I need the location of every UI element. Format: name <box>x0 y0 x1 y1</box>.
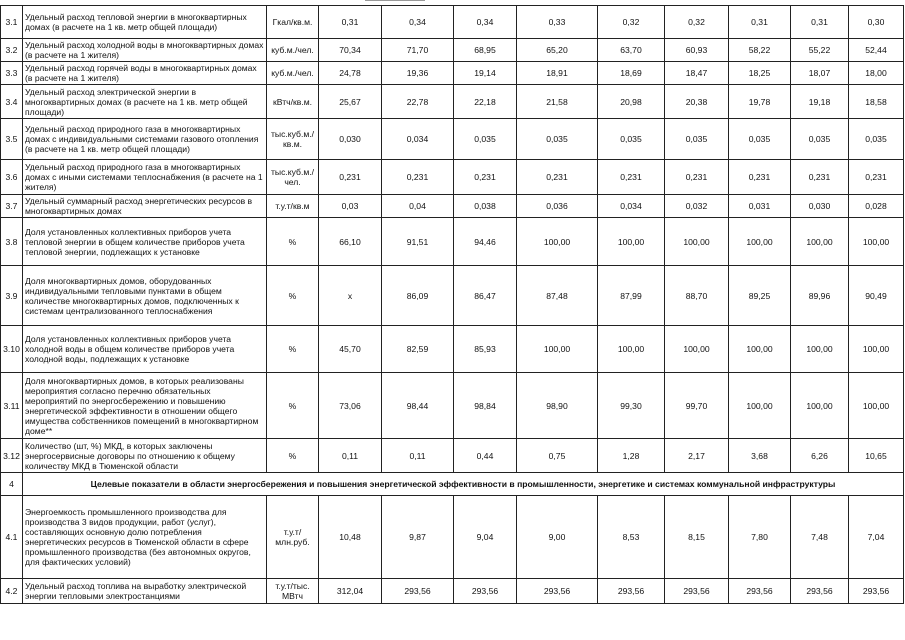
value-cell: 0,231 <box>319 160 382 195</box>
table-row <box>1 579 904 604</box>
value-cell: 58,22 <box>729 39 791 62</box>
section-header-row <box>1 473 904 496</box>
value-cell: 18,00 <box>849 62 904 85</box>
value-cell: 22,18 <box>454 85 517 119</box>
unit-cell: т.у.т/тыс. МВтч <box>267 579 319 604</box>
value-cell: 0,036 <box>517 195 598 218</box>
value-cell: 70,34 <box>319 39 382 62</box>
value-cell: 0,031 <box>729 195 791 218</box>
value-cell: 0,231 <box>382 160 454 195</box>
table-row <box>1 85 904 119</box>
value-cell: 86,09 <box>382 266 454 326</box>
value-cell: 100,00 <box>849 373 904 439</box>
indicator-name: Удельный расход тепловой энергии в многоквартирных домах (в расчете на 1 кв. метр общей площади) <box>23 6 267 39</box>
table-row <box>1 39 904 62</box>
row-number: 3.2 <box>1 39 23 62</box>
value-cell: 0,231 <box>849 160 904 195</box>
value-cell: 6,26 <box>791 439 849 473</box>
value-cell: 293,56 <box>665 579 729 604</box>
value-cell: 18,58 <box>849 85 904 119</box>
value-cell: 100,00 <box>791 326 849 373</box>
value-cell: 45,70 <box>319 326 382 373</box>
value-cell: 98,90 <box>517 373 598 439</box>
indicator-name: Удельный расход холодной воды в многоквартирных домах (в расчете на 1 жителя) <box>23 39 267 62</box>
value-cell: 0,231 <box>517 160 598 195</box>
value-cell: 99,70 <box>665 373 729 439</box>
value-cell: 55,22 <box>791 39 849 62</box>
value-cell: 18,07 <box>791 62 849 85</box>
value-cell: 90,49 <box>849 266 904 326</box>
value-cell: 0,32 <box>598 6 665 39</box>
value-cell: 52,44 <box>849 39 904 62</box>
value-cell: 94,46 <box>454 218 517 266</box>
row-number: 3.7 <box>1 195 23 218</box>
row-number: 3.9 <box>1 266 23 326</box>
value-cell: 8,53 <box>598 496 665 579</box>
row-number: 3.11 <box>1 373 23 439</box>
value-cell: 100,00 <box>791 373 849 439</box>
value-cell: 25,67 <box>319 85 382 119</box>
value-cell: 98,84 <box>454 373 517 439</box>
table-row <box>1 373 904 439</box>
unit-cell: т.у.т/млн.руб. <box>267 496 319 579</box>
row-number: 3.8 <box>1 218 23 266</box>
table-row <box>1 326 904 373</box>
value-cell: 0,03 <box>319 195 382 218</box>
value-cell: 18,25 <box>729 62 791 85</box>
table-row <box>1 160 904 195</box>
value-cell: 0,30 <box>849 6 904 39</box>
indicator-name: Доля установленных коллективных приборов учета холодной воды в общем количестве приборов учета холодной воды, подлежащих к установке <box>23 326 267 373</box>
row-number: 3.12 <box>1 439 23 473</box>
value-cell: 0,231 <box>598 160 665 195</box>
value-cell: 293,56 <box>598 579 665 604</box>
unit-cell: % <box>267 266 319 326</box>
unit-cell: тыс.куб.м./кв.м. <box>267 119 319 160</box>
value-cell: 73,06 <box>319 373 382 439</box>
value-cell: 100,00 <box>517 326 598 373</box>
value-cell: 1,28 <box>598 439 665 473</box>
value-cell: 9,00 <box>517 496 598 579</box>
table-body <box>1 6 904 604</box>
table-row <box>1 218 904 266</box>
table-row <box>1 62 904 85</box>
value-cell: 100,00 <box>665 326 729 373</box>
value-cell: 10,65 <box>849 439 904 473</box>
value-cell: 0,035 <box>729 119 791 160</box>
value-cell: 0,035 <box>598 119 665 160</box>
value-cell: 9,04 <box>454 496 517 579</box>
value-cell: 0,028 <box>849 195 904 218</box>
value-cell: 0,034 <box>382 119 454 160</box>
value-cell: 293,56 <box>791 579 849 604</box>
value-cell: 98,44 <box>382 373 454 439</box>
value-cell: 82,59 <box>382 326 454 373</box>
value-cell: 63,70 <box>598 39 665 62</box>
value-cell: 18,91 <box>517 62 598 85</box>
value-cell: 0,31 <box>319 6 382 39</box>
value-cell: 100,00 <box>517 218 598 266</box>
value-cell: 0,31 <box>791 6 849 39</box>
row-number: 3.3 <box>1 62 23 85</box>
row-number: 4.1 <box>1 496 23 579</box>
unit-cell: % <box>267 218 319 266</box>
value-cell: 88,70 <box>665 266 729 326</box>
row-number: 4 <box>1 473 23 496</box>
value-cell: 100,00 <box>849 326 904 373</box>
value-cell: 89,96 <box>791 266 849 326</box>
value-cell: 100,00 <box>729 218 791 266</box>
value-cell: 19,18 <box>791 85 849 119</box>
value-cell: 312,04 <box>319 579 382 604</box>
value-cell: х <box>319 266 382 326</box>
value-cell: 293,56 <box>454 579 517 604</box>
value-cell: 0,75 <box>517 439 598 473</box>
value-cell: 0,038 <box>454 195 517 218</box>
indicator-name: Удельный расход природного газа в многоквартирных домах с индивидуальными системами газового отопления (в расчете на 1 кв. метр общей площади) <box>23 119 267 160</box>
unit-cell: куб.м./чел. <box>267 39 319 62</box>
value-cell: 0,032 <box>665 195 729 218</box>
value-cell: 8,15 <box>665 496 729 579</box>
value-cell: 18,47 <box>665 62 729 85</box>
value-cell: 0,32 <box>665 6 729 39</box>
value-cell: 0,231 <box>454 160 517 195</box>
indicator-name: Удельный расход топлива на выработку электрической энергии тепловыми электростанциями <box>23 579 267 604</box>
row-number: 3.4 <box>1 85 23 119</box>
value-cell: 22,78 <box>382 85 454 119</box>
unit-cell: Гкал/кв.м. <box>267 6 319 39</box>
value-cell: 7,04 <box>849 496 904 579</box>
value-cell: 100,00 <box>849 218 904 266</box>
row-number: 3.1 <box>1 6 23 39</box>
table-row <box>1 119 904 160</box>
value-cell: 99,30 <box>598 373 665 439</box>
value-cell: 7,80 <box>729 496 791 579</box>
value-cell: 19,36 <box>382 62 454 85</box>
unit-cell: % <box>267 326 319 373</box>
value-cell: 0,034 <box>598 195 665 218</box>
unit-cell: тыс.куб.м./чел. <box>267 160 319 195</box>
indicator-name: Удельный суммарный расход энергетических ресурсов в многоквартирных домах <box>23 195 267 218</box>
value-cell: 0,31 <box>729 6 791 39</box>
value-cell: 293,56 <box>517 579 598 604</box>
indicator-name: Энергоемкость промышленного производства для производства 3 видов продукции, работ (услуг), составляющих основную долю потребления энергетических ресурсов в Тюменской области в сфере промышленного производства (без автономных округов, для фактических условий) <box>23 496 267 579</box>
value-cell: 20,98 <box>598 85 665 119</box>
table-row <box>1 6 904 39</box>
unit-cell: кВтч/кв.м. <box>267 85 319 119</box>
row-number: 4.2 <box>1 579 23 604</box>
indicator-name: Удельный расход горячей воды в многоквартирных домах (в расчете на 1 жителя) <box>23 62 267 85</box>
indicator-name: Количество (шт, %) МКД, в которых заключены энергосервисные договоры по отношению к общему количеству МКД в Тюменской области <box>23 439 267 473</box>
value-cell: 19,14 <box>454 62 517 85</box>
value-cell: 100,00 <box>791 218 849 266</box>
value-cell: 66,10 <box>319 218 382 266</box>
value-cell: 0,035 <box>791 119 849 160</box>
value-cell: 293,56 <box>382 579 454 604</box>
table-row <box>1 266 904 326</box>
value-cell: 100,00 <box>729 326 791 373</box>
value-cell: 0,231 <box>665 160 729 195</box>
value-cell: 293,56 <box>729 579 791 604</box>
value-cell: 86,47 <box>454 266 517 326</box>
value-cell: 0,34 <box>382 6 454 39</box>
value-cell: 89,25 <box>729 266 791 326</box>
value-cell: 18,69 <box>598 62 665 85</box>
value-cell: 0,035 <box>665 119 729 160</box>
value-cell: 10,48 <box>319 496 382 579</box>
value-cell: 0,030 <box>791 195 849 218</box>
value-cell: 0,035 <box>454 119 517 160</box>
value-cell: 24,78 <box>319 62 382 85</box>
unit-cell: куб.м./чел. <box>267 62 319 85</box>
value-cell: 0,34 <box>454 6 517 39</box>
indicator-name: Удельный расход электрической энергии в многоквартирных домах (в расчете на 1 кв. метр общей площади) <box>23 85 267 119</box>
value-cell: 68,95 <box>454 39 517 62</box>
value-cell: 21,58 <box>517 85 598 119</box>
row-number: 3.10 <box>1 326 23 373</box>
table-row <box>1 496 904 579</box>
value-cell: 3,68 <box>729 439 791 473</box>
value-cell: 2,17 <box>665 439 729 473</box>
unit-cell: % <box>267 373 319 439</box>
value-cell: 0,44 <box>454 439 517 473</box>
indicator-name: Доля многоквартирных домов, в которых реализованы мероприятия согласно перечню обязательных мероприятий по энергосбережению и повышению энергетической эффективности в отношении общего имущества собственников помещений в многоквартирном доме** <box>23 373 267 439</box>
value-cell: 100,00 <box>598 326 665 373</box>
value-cell: 0,231 <box>729 160 791 195</box>
value-cell: 71,70 <box>382 39 454 62</box>
value-cell: 0,04 <box>382 195 454 218</box>
value-cell: 0,33 <box>517 6 598 39</box>
value-cell: 85,93 <box>454 326 517 373</box>
table-row <box>1 195 904 218</box>
energy-indicators-table <box>0 5 904 604</box>
value-cell: 20,38 <box>665 85 729 119</box>
unit-cell: т.у.т/кв.м <box>267 195 319 218</box>
value-cell: 19,78 <box>729 85 791 119</box>
unit-cell: % <box>267 439 319 473</box>
value-cell: 100,00 <box>729 373 791 439</box>
value-cell: 87,99 <box>598 266 665 326</box>
value-cell: 91,51 <box>382 218 454 266</box>
value-cell: 65,20 <box>517 39 598 62</box>
page-top-fragment <box>365 0 425 1</box>
table-row <box>1 439 904 473</box>
value-cell: 7,48 <box>791 496 849 579</box>
indicator-name: Удельный расход природного газа в многоквартирных домах с иными системами теплоснабжения (в расчете на 1 жителя) <box>23 160 267 195</box>
value-cell: 9,87 <box>382 496 454 579</box>
value-cell: 100,00 <box>598 218 665 266</box>
indicator-name: Доля установленных коллективных приборов учета тепловой энергии в общем количестве приборов учета тепловой энергии, подлежащих к установке <box>23 218 267 266</box>
indicator-name: Доля многоквартирных домов, оборудованных индивидуальными тепловыми пунктами в общем количестве многоквартирных домов, подключенных к системам централизованного теплоснабжения <box>23 266 267 326</box>
value-cell: 60,93 <box>665 39 729 62</box>
value-cell: 100,00 <box>665 218 729 266</box>
value-cell: 0,11 <box>319 439 382 473</box>
value-cell: 87,48 <box>517 266 598 326</box>
value-cell: 0,030 <box>319 119 382 160</box>
value-cell: 0,11 <box>382 439 454 473</box>
value-cell: 0,035 <box>517 119 598 160</box>
value-cell: 0,035 <box>849 119 904 160</box>
value-cell: 293,56 <box>849 579 904 604</box>
row-number: 3.6 <box>1 160 23 195</box>
value-cell: 0,231 <box>791 160 849 195</box>
row-number: 3.5 <box>1 119 23 160</box>
section-title: Целевые показатели в области энергосбережения и повышения энергетической эффективности в промышленности, энергетике и системах коммунальной инфраструктуры <box>23 473 904 496</box>
